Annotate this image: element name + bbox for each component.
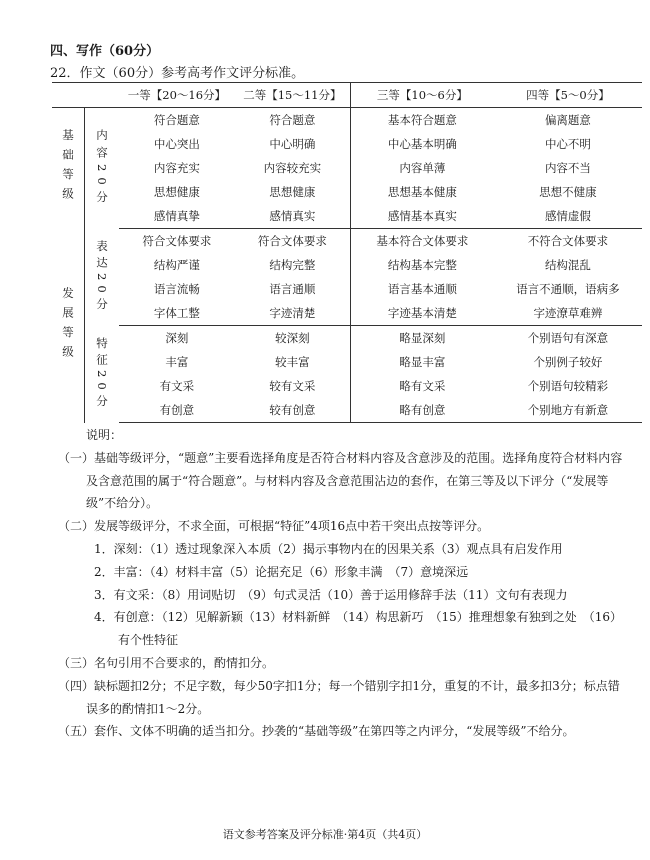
table-cell: 个别语句有深意 <box>527 331 609 345</box>
table-cell: 深刻 <box>165 331 189 345</box>
table-row <box>52 301 642 326</box>
table-cell: 语言基本通顺 <box>350 277 493 301</box>
table-cell: 字迹清楚 <box>235 301 351 326</box>
table-cell: 结构混乱 <box>544 258 591 272</box>
table-cell: 内容不当 <box>544 161 591 175</box>
table-row <box>52 253 642 277</box>
table-cell: 思想基本健康 <box>350 180 493 204</box>
note-1: （一）基础等级评分，“题意”主要看选择角度是否符合材料内容及含意涉及的范围。选择角度符合材料内容及含意范围的属于“符合题意”。与材料内容及含意范围沾边的套作，在第三等及以下评分（“发展等级”不给分）。 <box>58 450 623 511</box>
table-cell: 感情真挚 <box>119 204 235 229</box>
category-basic: 基础等级 <box>52 108 84 229</box>
header-grade-4: 四等【5～0分】 <box>494 83 642 108</box>
table-cell: 字迹潦草难辨 <box>494 301 642 326</box>
note-5: （五）套作、文体不明确的适当扣分。抄袭的“基础等级”在第四等之内评分，“发展等级”不给分。 <box>58 724 575 739</box>
note-2-item-4: 4．有创意：（12）见解新颖（13）材料新鲜 （14）构思新巧 （15）推理想象有独到之处 （16）有个性特征 <box>94 610 622 648</box>
table-cell: 感情虚假 <box>494 204 642 229</box>
header-grade-1: 一等【20～16分】 <box>119 83 235 108</box>
table-cell: 较有文采 <box>269 379 316 393</box>
table-cell: 语言通顺 <box>269 282 316 296</box>
notes-section <box>58 424 628 743</box>
table-cell: 较丰富 <box>275 355 310 369</box>
table-cell: 基本符合文体要求 <box>350 229 493 254</box>
table-cell: 中心突出 <box>153 137 200 151</box>
table-cell: 结构严谨 <box>153 258 200 272</box>
grading-table <box>52 82 642 423</box>
table-cell: 个别例子较好 <box>533 355 603 369</box>
table-cell: 内容单薄 <box>350 156 493 180</box>
table-cell: 较深刻 <box>275 331 310 345</box>
note-2: （二）发展等级评分，不求全面，可根据“特征”4项16点中若干突出点按等评分。 <box>58 519 490 534</box>
table-row <box>52 277 642 301</box>
table-cell: 中心基本明确 <box>350 132 493 156</box>
table-cell: 内容充实 <box>153 161 200 175</box>
table-row <box>52 156 642 180</box>
table-cell: 语言不通顺，语病多 <box>516 282 620 296</box>
table-cell: 思想健康 <box>153 185 200 199</box>
subcategory-content: 内容20分 <box>95 128 109 208</box>
table-cell: 思想不健康 <box>539 185 597 199</box>
category-development: 发展等级 <box>52 229 84 423</box>
table-cell: 内容较充实 <box>263 161 322 175</box>
table-row <box>52 374 642 398</box>
table-cell: 感情基本真实 <box>350 204 493 229</box>
table-cell: 丰富 <box>165 355 189 369</box>
table-cell: 略有创意 <box>350 398 493 423</box>
header-grade-2: 二等【15～11分】 <box>235 83 351 108</box>
note-2-item-1: 1．深刻：（1）透过现象深入本质（2）揭示事物内在的因果关系（3）观点具有启发作用 <box>94 541 563 556</box>
table-row <box>52 108 642 133</box>
notes-title: 说明： <box>86 428 123 442</box>
table-cell: 中心明确 <box>269 137 316 151</box>
table-cell: 中心不明 <box>544 137 591 151</box>
table-cell: 有文采 <box>159 379 195 393</box>
table-cell: 偏离题意 <box>544 113 591 127</box>
note-2-item-3: 3．有文采：（8）用词贴切 （9）句式灵活（10）善于运用修辞手法（11）文句有表现力 <box>94 587 568 602</box>
note-3: （三）名句引用不合要求的，酌情扣分。 <box>58 655 275 670</box>
table-cell: 基本符合题意 <box>350 108 493 133</box>
table-row <box>52 326 642 351</box>
table-cell: 略显丰富 <box>350 350 493 374</box>
table-cell: 感情真实 <box>235 204 351 229</box>
subcategory-expression: 表达20分 <box>95 239 109 315</box>
header-grade-3: 三等【10～6分】 <box>350 83 493 108</box>
page-footer: 语文参考答案及评分标准·第4页（共4页） <box>222 828 428 841</box>
note-2-item-2: 2．丰富：（4）材料丰富（5）论据充足（6）形象丰满 （7）意境深远 <box>94 564 469 579</box>
table-cell: 思想健康 <box>269 185 316 199</box>
table-cell: 略有文采 <box>350 374 493 398</box>
section-heading: 四、写作（60分） <box>50 44 160 59</box>
table-cell: 较有创意 <box>235 398 351 423</box>
table-row <box>52 132 642 156</box>
table-cell: 符合文体要求 <box>142 234 212 248</box>
table-cell: 略显深刻 <box>350 326 493 351</box>
table-cell: 字迹基本清楚 <box>350 301 493 326</box>
table-cell: 符合题意 <box>269 113 316 127</box>
question-heading: 22．作文（60分）参考高考作文评分标准。 <box>50 66 305 81</box>
table-cell: 字体工整 <box>119 301 235 326</box>
table-cell: 有创意 <box>119 398 235 423</box>
table-row <box>52 398 642 423</box>
table-cell: 符合文体要求 <box>257 234 327 248</box>
note-4: （四）缺标题扣2分；不足字数，每少50字扣1分；每一个错别字扣1分，重复的不计，最多扣3分；标点错误多的酌情扣1～2分。 <box>58 678 620 716</box>
table-row <box>52 350 642 374</box>
table-row <box>52 180 642 204</box>
table-cell: 不符合文体要求 <box>527 234 609 248</box>
table-row <box>52 204 642 229</box>
table-cell: 结构基本完整 <box>350 253 493 277</box>
subcategory-feature: 特征20分 <box>95 336 109 412</box>
table-cell: 个别地方有新意 <box>494 398 642 423</box>
table-row <box>52 229 642 254</box>
table-header-row <box>52 83 642 108</box>
table-cell: 个别语句较精彩 <box>527 379 609 393</box>
table-cell: 结构完整 <box>269 258 316 272</box>
table-cell: 语言流畅 <box>153 282 200 296</box>
table-cell: 符合题意 <box>153 113 200 127</box>
